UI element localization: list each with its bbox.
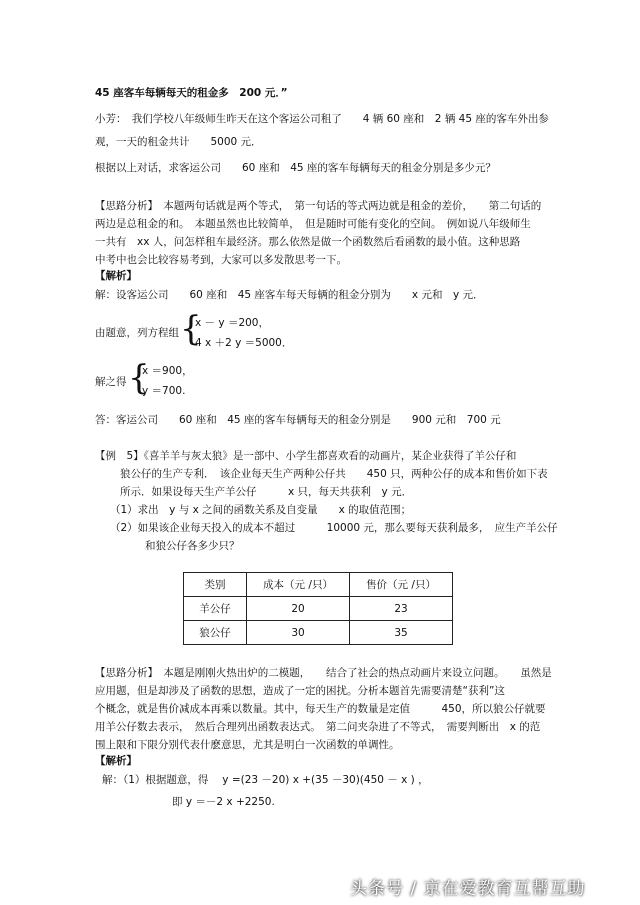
text-line: 中考中也会比较容易考到，大家可以多发散思考一下。 [95, 254, 347, 266]
text-line: 根据以上对话，求客运公司 60 座和 45 座的客车每辆每天的租金分别是多少元？ [95, 162, 496, 174]
table-row [184, 621, 453, 645]
equation: 4 x ＋2 y ＝5000． [195, 337, 293, 349]
table-cell: 35 [350, 621, 453, 645]
equation: 解：（1）根据题意，得 y =(23 －20) x +(35 －30)(450 － x ) ， [102, 774, 429, 786]
text-label: 由题意，列方程组 [95, 327, 179, 339]
text-line: 用羊公仔数去表示， 然后合理列出函数表达式。 第二问夹杂进了不等式， 需要判断出 x 的范 [95, 721, 541, 733]
text-line: 围上限和下限分别代表什麽意思，尤其是明白一次函数的单调性。 [95, 739, 400, 751]
text-line: 应用题，但是却涉及了函数的思想，造成了一定的困扰。分析本题首先需要清楚“获利”这 [95, 685, 505, 697]
text-line: 狼公仔的生产专利． 该企业每天生产两种公仔共 450 只，两种公仔的成本和售价如下表 [120, 468, 548, 480]
text-line: （1）求出 y 与 x 之间的函数关系及自变量 x 的取值范围； [110, 504, 412, 516]
text-line: 一共有 xx 人，问怎样租车最经济。那么依然是做一个函数然后看函数的最小值。这种思路 [95, 236, 521, 248]
table-cell: 30 [247, 621, 350, 645]
equation: x － y ＝200， [195, 317, 269, 329]
table-header-cell: 售价（元 /只） [350, 573, 453, 597]
table-cell: 23 [350, 597, 453, 621]
section-heading: 【思路分析】 本题是刚刚火热出炉的二模题， 结合了社会的热点动画片来设立问题。 虽然是 [95, 667, 552, 679]
equation: 即 y ＝－2 x +2250. [172, 796, 275, 808]
brace-symbol: { [128, 358, 150, 398]
watermark: 头条号 / 京在爱教育互帮互助 [350, 879, 586, 899]
text-line: 解：设客运公司 60 座和 45 座客车每天每辆的租金分别为 x 元和 y 元． [95, 289, 484, 301]
text-label: 解之得 [95, 376, 127, 388]
text-line: （2）如果该企业每天投入的成本不超过 10000 元，那么要每天获利最多， 应生产羊公仔 [110, 522, 558, 534]
equation: x ＝900， [142, 365, 193, 377]
text-line: 个概念，就是售价减成本再乘以数量。其中，每天生产的数量是定值 450，所以狼公仔就要 [95, 703, 546, 715]
table-cell: 狼公仔 [184, 621, 247, 645]
table-cell: 羊公仔 [184, 597, 247, 621]
text-line: 45 座客车每辆每天的租金多 200 元．” [95, 87, 288, 99]
equation: y ＝700. [142, 385, 186, 397]
table-header-row [184, 573, 453, 597]
text-line: 观，一天的租金共计 5000 元． [95, 136, 262, 148]
table-cell: 20 [247, 597, 350, 621]
section-heading: 【解析】 [95, 755, 137, 767]
price-table [183, 572, 453, 645]
table-header-cell: 成本（元 /只） [247, 573, 350, 597]
text-line: 答：客运公司 60 座和 45 座的客车每辆每天的租金分别是 900 元和 700 元 [95, 414, 501, 426]
table-header-cell: 类别 [184, 573, 247, 597]
text-line: 和狼公仔各多少只？ [145, 540, 240, 552]
section-heading: 【例 5】《喜羊羊与灰太狼》是一部中、小学生都喜欢看的动画片，某企业获得了羊公仔和 [95, 450, 517, 462]
text-line: 小芳： 我们学校八年级师生昨天在这个客运公司租了 4 辆 60 座和 2 辆 45 座的客车外出参 [95, 113, 549, 125]
text-line: 所示．如果设每天生产羊公仔 x 只，每天共获利 y 元． [120, 486, 413, 498]
table-row [184, 597, 453, 621]
section-heading: 【解析】 [95, 270, 137, 282]
text-line: 两边是总租金的和。 本题虽然也比较简单， 但是随时可能有变化的空间。 例如说八年级师生 [95, 218, 531, 230]
brace-symbol: { [180, 309, 202, 349]
section-heading: 【思路分析】 本题两句话就是两个等式， 第一句话的等式两边就是租金的差价， 第二句话的 [95, 200, 542, 212]
